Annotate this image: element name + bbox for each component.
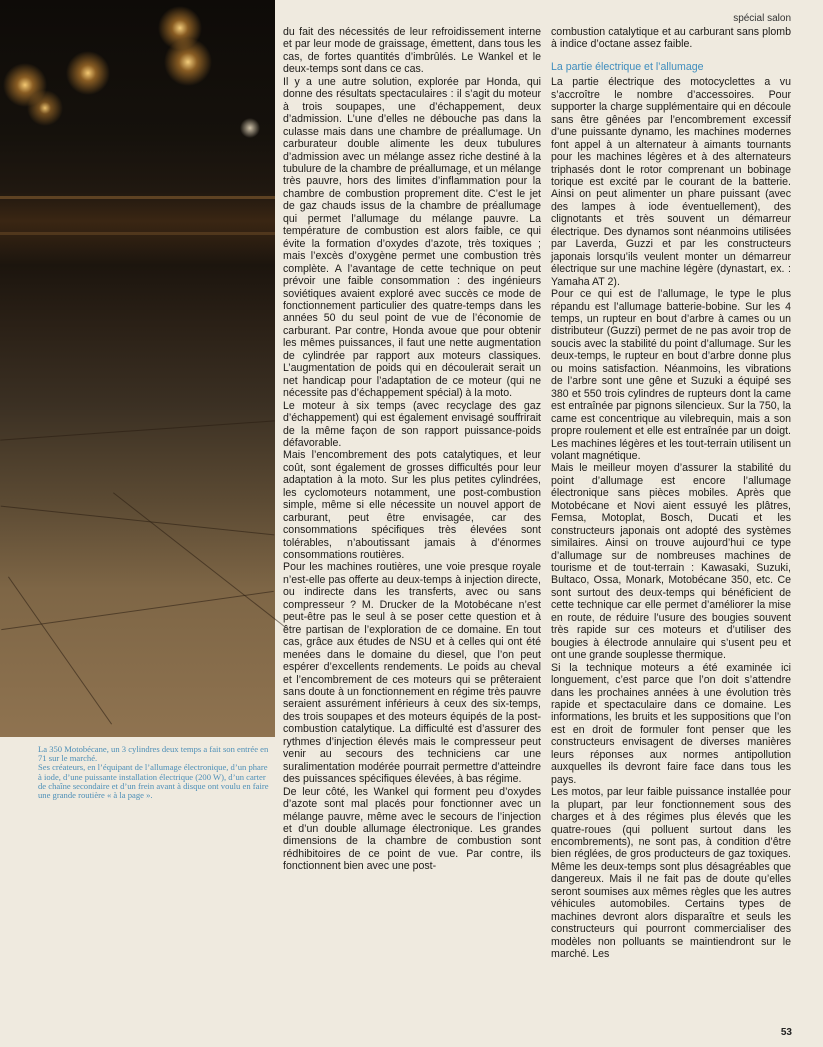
photo-caption	[38, 745, 270, 800]
motorcycle-night-photo	[0, 0, 275, 737]
caption-line: Ses créateurs, en l’équipant de l’allumage électronique, d’un phare à iode, d’une puissante installation électrique (200 W), d’un carter de chaîne secondaire et d’un frein avant à disque ont voulu en faire une grande routière « à la page ».	[38, 762, 269, 801]
photo-road-stripe	[0, 196, 275, 199]
paragraph: La partie électrique des motocyclettes a vu s’accroître le nombre d’accessoires. Pour supporter la charge supplémentaire qui en découle sans être gênées par l’encombrement excessif d’une puissante dynamo, les machines modernes font appel à un alternateur à aimants tournants pour les machines légères et à des alternateurs triphasés dont le rotor comprenant un bobinage torique est excité par le courant de la batterie. Ainsi on peut alimenter un phare puissant (avec des lampes à iode éventuellement), des clignotants et très souvent un démarreur électrique. Des dynamos sont néanmoins utilisées par Laverda, Guzzi et par les constructeurs japonais lorsqu’ils veulent monter un démarreur électrique sur une machine légère (dynastart, ex. : Yamaha AT 2).	[551, 76, 791, 288]
paragraph: Pour les machines routières, une voie presque royale n’est-elle pas offerte au deux-temps à injection directe, ou indirecte dans les transferts, avec ou sans compresseur ? M. Drucker de la Motobécane n’est peut-être pas le seul à se poser cette question et à être partisan de l’exploration de ce domaine. En tout cas, grâce aux études de NSU et à celles qui ont été menées dans le domaine du diesel, que l’on peut espérer d’excellents rendements. Le poids au cheval et l’encombrement de ces moteurs qui se prêteraient sans doute à un fonctionnement en régime très pauvre seraient assurément inférieurs à ceux des six-temps, des trois soupapes et des moteurs équipés de la post-combustion catalytique. La difficulté est d’assurer des rythmes d’injection élevés mais le compresseur peut venir au secours des techniciens car une suralimentation modérée pourrait permettre d’atteindre des puissances spécifiques élevées, à bas régime.	[283, 561, 541, 786]
paragraph: Les motos, par leur faible puissance installée pour la plupart, par leur fonctionnement sous des charges et à des régimes plus élevés que les quatre-roues (qui polluent surtout dans les encombrements), ne sont pas, à condition d’être bien réglées, de gros producteurs de gaz toxiques. Même les deux-temps sont plus désagréables que dangereux. Mais il ne fait pas de doute qu’elles seront soumises aux mêmes règles que les autres véhicules automobiles. Certains types de machines devront alors disparaître et seuls les constructeurs qui pourront commercialiser des modèles non polluants se maintiendront sur le marché. Les	[551, 786, 791, 961]
paragraph: Il y a une autre solution, explorée par Honda, qui donne des résultats spectaculaires : il s’agit du moteur à trois soupapes, une d’échappement, deux d’admission. L’une d’elles ne débouche pas dans la culasse mais dans une chambre de préallumage. Un carburateur double alimente les deux tubulures d’admission avec un mélange assez riche destiné à la tubulure de la chambre de préallumage, et un mélange très pauvre, hors des limites d’inflammation pour la chambre de combustion proprement dite. C’est le jet de gaz chauds issus de la chambre de préallumage qui permet l’allumage du mélange pauvre. La température de combustion est alors faible, ce qui évite la formation d’oxydes d’azote, très toxiques ; mais l’excès d’oxygène permet une combustion très complète. A l’avantage de cette technique on peut prévoir une faible consommation : des ingénieurs soviétiques avaient exploré avec succès ce mode de fonctionnement particulier des quatre-temps dans les années 50 du seul point de vue de l’économie de carburant. Par contre, Honda avoue que pour obtenir les mêmes puissances, il faut une nette augmentation de cylindrée par rapport aux moteurs classiques. L’augmentation de poids qui en découlerait serait un net handicap pour l’adaptation de ce moteur (qui ne nécessite pas d’échappement spécial) à la moto.	[283, 75, 541, 400]
photo-pavement-line	[0, 420, 274, 440]
page-number: 53	[780, 1027, 792, 1038]
paragraph: Mais le meilleur moyen d’assurer la stabilité du point d’allumage est encore l’allumage électronique sans pièces mobiles. Après que Motobécane et Novi aient essuyé les plâtres, Femsa, Motoplat, Bosch, Ducati et les constructeurs japonais ont adopté des systèmes similaires. Ainsi on trouve aujourd’hui ce type d’allumage sur de nombreuses machines de tourisme et de tout-terrain : Kawasaki, Suzuki, Bultaco, Ossa, Monark, Motobécane 350, etc. Ce sont surtout des deux-temps qui bénéficient de cette technique car elle permet d’améliorer la mise en route, de réduire l’usure des bougies souvent très rapide sur ces moteurs et d’utiliser des bougies à électrode annulaire qui s’usent peu et ont une grande souplesse thermique.	[551, 462, 791, 662]
paragraph: Si la technique moteurs a été examinée ici longuement, c’est parce que l’on doit s’attendre dans les prochaines années à une évolution très rapide et spectaculaire dans ce domaine. Les informations, les bruits et les suppositions que l’on est en droit de formuler font penser que les constructeurs envisagent de diverses manières leurs réponses aux normes antipollution auxquelles ils devront faire face dans tous les pays.	[551, 661, 791, 786]
paragraph: Le moteur à six temps (avec recyclage des gaz d’échappement) qui est également envisagé souffrirait de la même façon de son rapport puissance-poids défavorable.	[283, 399, 541, 449]
paragraph: Pour ce qui est de l’allumage, le type le plus répandu est l’allumage batterie-bobine. Sur les 4 temps, un rupteur en bout d’arbre à cames ou un distributeur (Guzzi) permet de ne pas avoir trop de soucis avec la stabilité du point d’allumage. Sur les deux-temps, le rupteur en bout d’arbre donne plus ou moins satisfaction. Néanmoins, les vibrations de l’arbre sont une gêne et Suzuki a équipé ses 380 et 550 trois cylindres de rupteurs dont la came est entraînée par pignons silencieux. Sur la 750, la came est concentrique au vilebrequin, mais a son propre roulement et elle est entraînée par un doigt. Les machines légères et les tout-terrain utilisent un volant magnétique.	[551, 288, 791, 462]
photo-pavement-line	[8, 576, 112, 724]
photo-pavement-line	[113, 492, 287, 628]
photo-road-stripe	[0, 232, 275, 235]
article-column-2	[551, 26, 791, 961]
paragraph: Mais l’encombrement des pots catalytiques, et leur coût, sont également de grosses difficultés pour leur adaptation à la moto. Sur les plus petites cylindrées, les cyclomoteurs notamment, une post-combustion simple, même si elle nécessite un nouvel apport de carburant, peut être envisagée, car des consommations spécifiques très élevées sont tolérables, n’aboutissant jamais à d’énormes consommations routières.	[283, 449, 541, 562]
paragraph: De leur côté, les Wankel qui forment peu d’oxydes d’azote sont mal placés pour fonctionner avec un mélange pauvre, même avec le secours de l’injection et d’un double allumage électronique. Les grandes dimensions de la chambre de combustion sont rédhibitoires de ce point de vue. Par contre, ils fonctionnent bien avec une post-	[283, 785, 541, 873]
section-subheading: La partie électrique et l’allumage	[551, 60, 704, 73]
paragraph: combustion catalytique et au carburant sans plomb à indice d’octane assez faible.	[551, 26, 791, 51]
caption-line: La 350 Motobécane, un 3 cylindres deux temps a fait son entrée en 71 sur le marché.	[38, 744, 269, 764]
section-header: spécial salon	[733, 13, 791, 24]
article-column-1	[283, 26, 541, 873]
paragraph: du fait des nécessités de leur refroidissement interne et par leur mode de graissage, émettent, dans tous les cas, de fortes quantités d’imbrûlés. Le Wankel et le deux-temps sont dans ce cas.	[283, 26, 541, 76]
